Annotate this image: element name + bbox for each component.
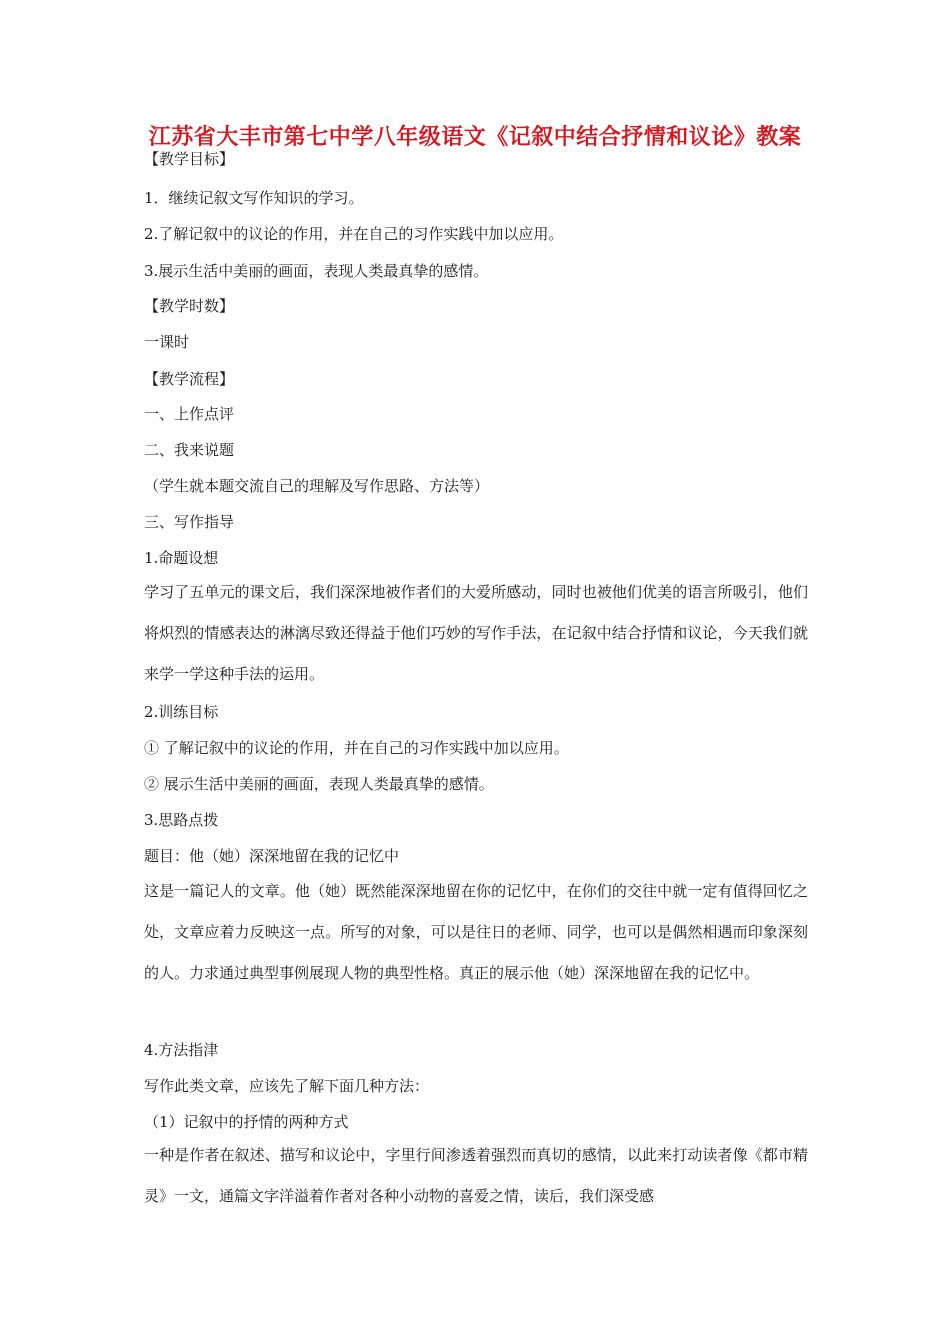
document-title: 江苏省大丰市第七中学八年级语文《记叙中结合抒情和议论》教案 xyxy=(148,125,802,150)
goal-item: 2.了解记叙中的议论的作用，并在自己的习作实践中加以应用。 xyxy=(144,225,564,243)
heading-teaching-goals: 【教学目标】 xyxy=(144,150,235,168)
section-heading: 3.思路点拨 xyxy=(144,811,219,829)
process-step: 二、我来说题 xyxy=(144,441,235,459)
section-heading: 1.命题设想 xyxy=(144,549,219,567)
paragraph: 一种是作者在叙述、描写和议论中，字里行间渗透着强烈而真切的感情，以此来打动读者像《都市精灵》一文，通篇文字洋溢着作者对各种小动物的喜爱之情，读后，我们深受感 xyxy=(144,1146,808,1205)
method-intro: 写作此类文章，应该先了解下面几种方法： xyxy=(144,1077,430,1095)
method-heading: （1）记叙中的抒情的两种方式 xyxy=(144,1113,349,1131)
paragraph: 这是一篇记人的文章。他（她）既然能深深地留在你的记忆中，在你们的交往中就一定有值得回忆之处，文章应着力反映这一点。所写的对象，可以是往日的老师、同学，也可以是偶然相遇而印象深刻的人。力求通过典型事例展现人物的典型性格。真正的展示他（她）深深地留在我的记忆中。 xyxy=(144,882,808,982)
hours-text: 一课时 xyxy=(144,333,190,351)
heading-teaching-hours: 【教学时数】 xyxy=(144,297,235,315)
aim-item: ② 展示生活中美丽的画面，表现人类最真挚的感情。 xyxy=(144,775,494,793)
goal-item: 1．继续记叙文写作知识的学习。 xyxy=(144,189,364,207)
process-step: 三、写作指导 xyxy=(144,513,235,531)
topic-line: 题目：他（她）深深地留在我的记忆中 xyxy=(144,847,400,865)
paragraph: 学习了五单元的课文后，我们深深地被作者们的大爱所感动，同时也被他们优美的语言所吸引，他们将炽烈的情感表达的淋漓尽致还得益于他们巧妙的写作手法，在记叙中结合抒情和议论，今天我们就来学一学这种手法的运用。 xyxy=(144,583,808,683)
section-heading: 2.训练目标 xyxy=(144,703,219,721)
process-step: 一、上作点评 xyxy=(144,405,235,423)
process-step-note: （学生就本题交流自己的理解及写作思路、方法等） xyxy=(144,477,490,495)
heading-teaching-process: 【教学流程】 xyxy=(144,370,235,388)
goal-item: 3.展示生活中美丽的画面，表现人类最真挚的感情。 xyxy=(144,262,489,280)
section-heading: 4.方法指津 xyxy=(144,1041,219,1059)
aim-item: ① 了解记叙中的议论的作用，并在自己的习作实践中加以应用。 xyxy=(144,739,569,757)
